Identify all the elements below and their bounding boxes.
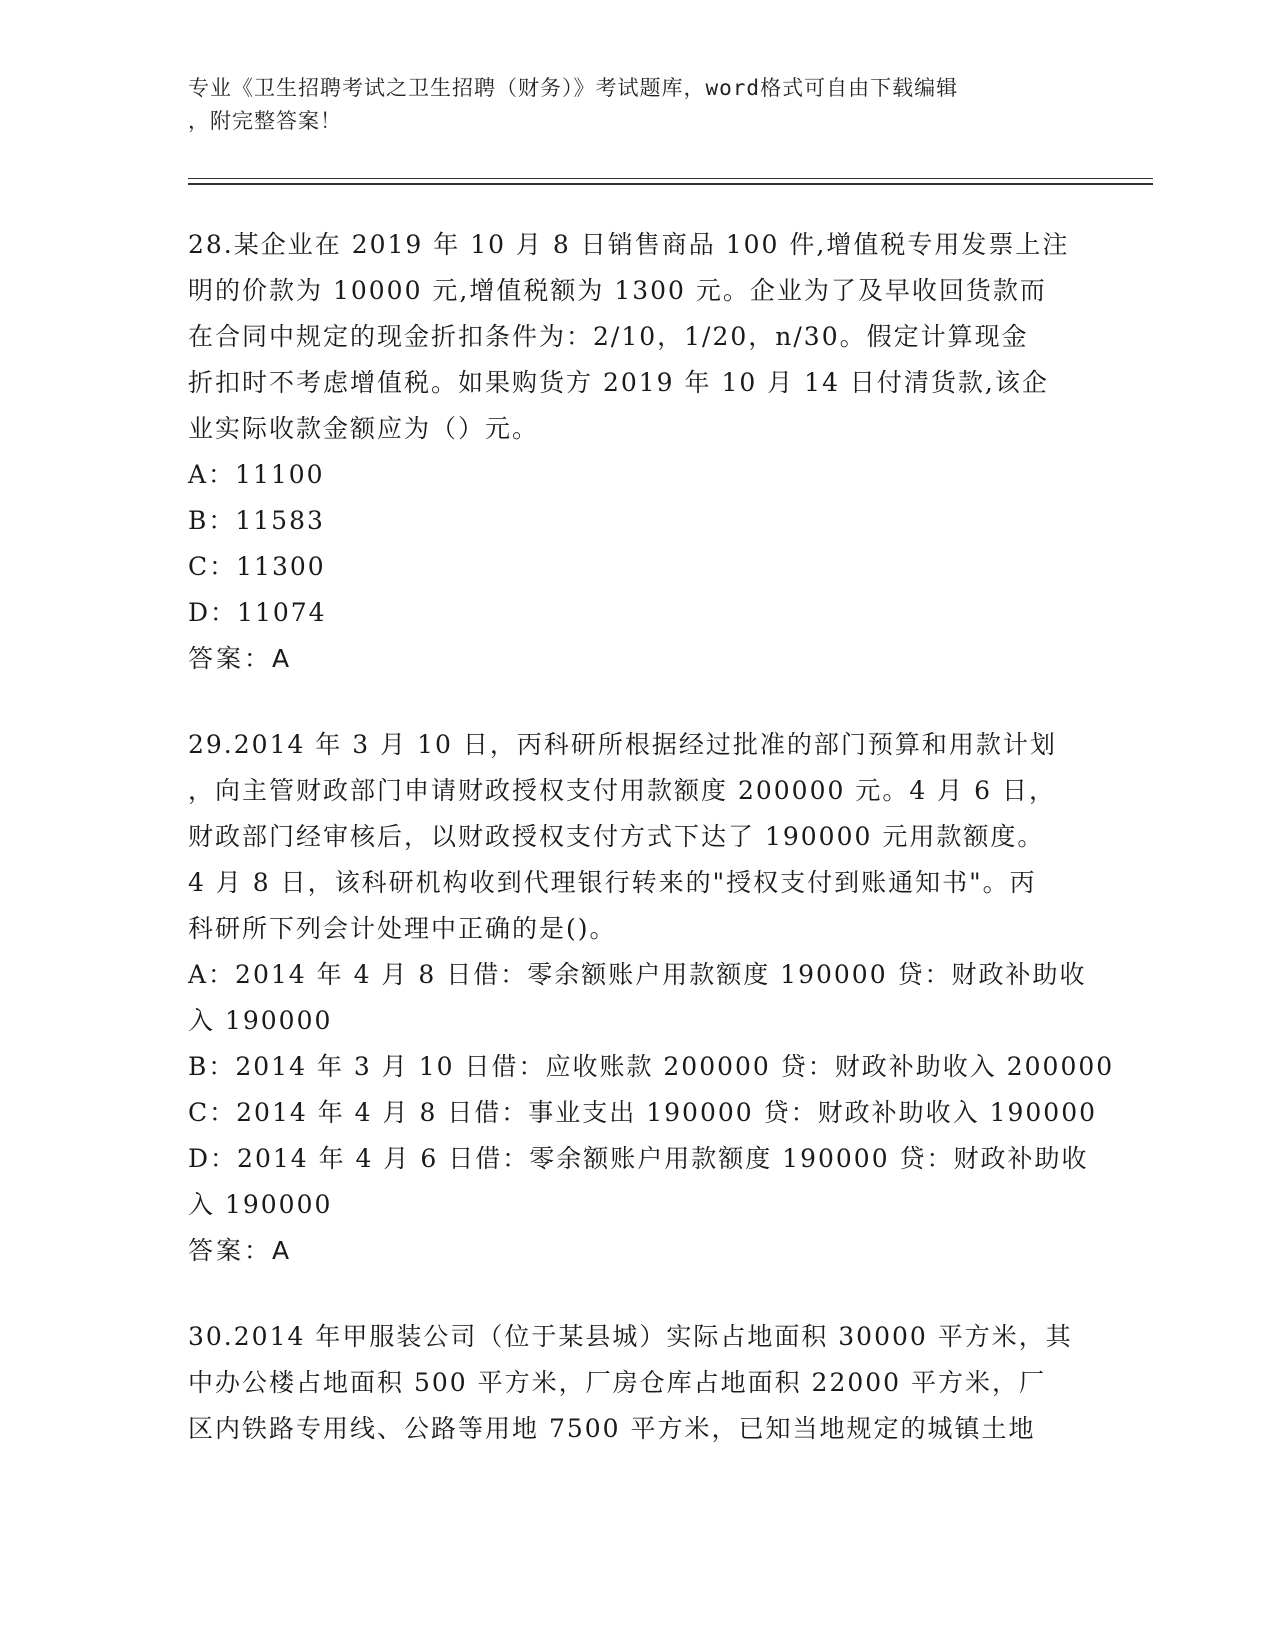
- question-stem-line: 区内铁路专用线、公路等用地 7500 平方米，已知当地规定的城镇土地: [188, 1414, 1036, 1443]
- answer-label: 答案：A: [188, 1236, 293, 1265]
- option-c: C：11300: [188, 552, 326, 581]
- question-stem-line: ，向主管财政部门申请财政授权支付用款额度 200000 元。4 月 6 日，: [188, 776, 1056, 805]
- option-d-continued: 入 190000: [188, 1190, 333, 1219]
- option-a: A：2014 年 4 月 8 日借：零余额账户用款额度 190000 贷：财政补助收: [188, 960, 1087, 989]
- question-stem-line: 折扣时不考虑增值税。如果购货方 2019 年 10 月 14 日付清货款,该企: [188, 368, 1049, 397]
- option-a-continued: 入 190000: [188, 1006, 333, 1035]
- option-a: A：11100: [188, 460, 325, 489]
- header-divider: [188, 178, 1153, 179]
- question-stem-line: 30.2014 年甲服装公司（位于某县城）实际占地面积 30000 平方米，其: [188, 1322, 1073, 1351]
- header-divider-thick: [188, 183, 1153, 185]
- header-line: 专业《卫生招聘考试之卫生招聘（财务）》考试题库，word格式可自由下载编辑: [188, 76, 959, 100]
- option-b: B：2014 年 3 月 10 日借：应收账款 200000 贷：财政补助收入 200000: [188, 1052, 1115, 1081]
- question-stem-line: 中办公楼占地面积 500 平方米，厂房仓库占地面积 22000 平方米，厂: [188, 1368, 1047, 1397]
- question-stem-line: 4 月 8 日，该科研机构收到代理银行转来的"授权支付到账通知书"。丙: [188, 868, 1037, 897]
- option-d: D：11074: [188, 598, 327, 627]
- header-line: ，附完整答案！: [188, 109, 342, 133]
- question-28: [188, 222, 1088, 682]
- question-30: [188, 1314, 1088, 1452]
- question-stem-line: 28.某企业在 2019 年 10 月 8 日销售商品 100 件,增值税专用发票上注: [188, 230, 1070, 259]
- option-b: B：11583: [188, 506, 325, 535]
- question-stem-line: 29.2014 年 3 月 10 日，丙科研所根据经过批准的部门预算和用款计划: [188, 730, 1057, 759]
- document-header: [188, 72, 1088, 138]
- question-stem-line: 科研所下列会计处理中正确的是()。: [188, 914, 617, 943]
- answer-label: 答案：A: [188, 644, 293, 673]
- option-c: C：2014 年 4 月 8 日借：事业支出 190000 贷：财政补助收入 190000: [188, 1098, 1098, 1127]
- question-stem-line: 明的价款为 10000 元,增值税额为 1300 元。企业为了及早收回货款而: [188, 276, 1047, 305]
- question-stem-line: 财政部门经审核后，以财政授权支付方式下达了 190000 元用款额度。: [188, 822, 1045, 851]
- question-stem-line: 业实际收款金额应为（）元。: [188, 414, 540, 443]
- question-stem-line: 在合同中规定的现金折扣条件为：2/10，1/20，n/30。假定计算现金: [188, 322, 1029, 351]
- question-29: [188, 722, 1115, 1274]
- option-d: D：2014 年 4 月 6 日借：零余额账户用款额度 190000 贷：财政补助收: [188, 1144, 1089, 1173]
